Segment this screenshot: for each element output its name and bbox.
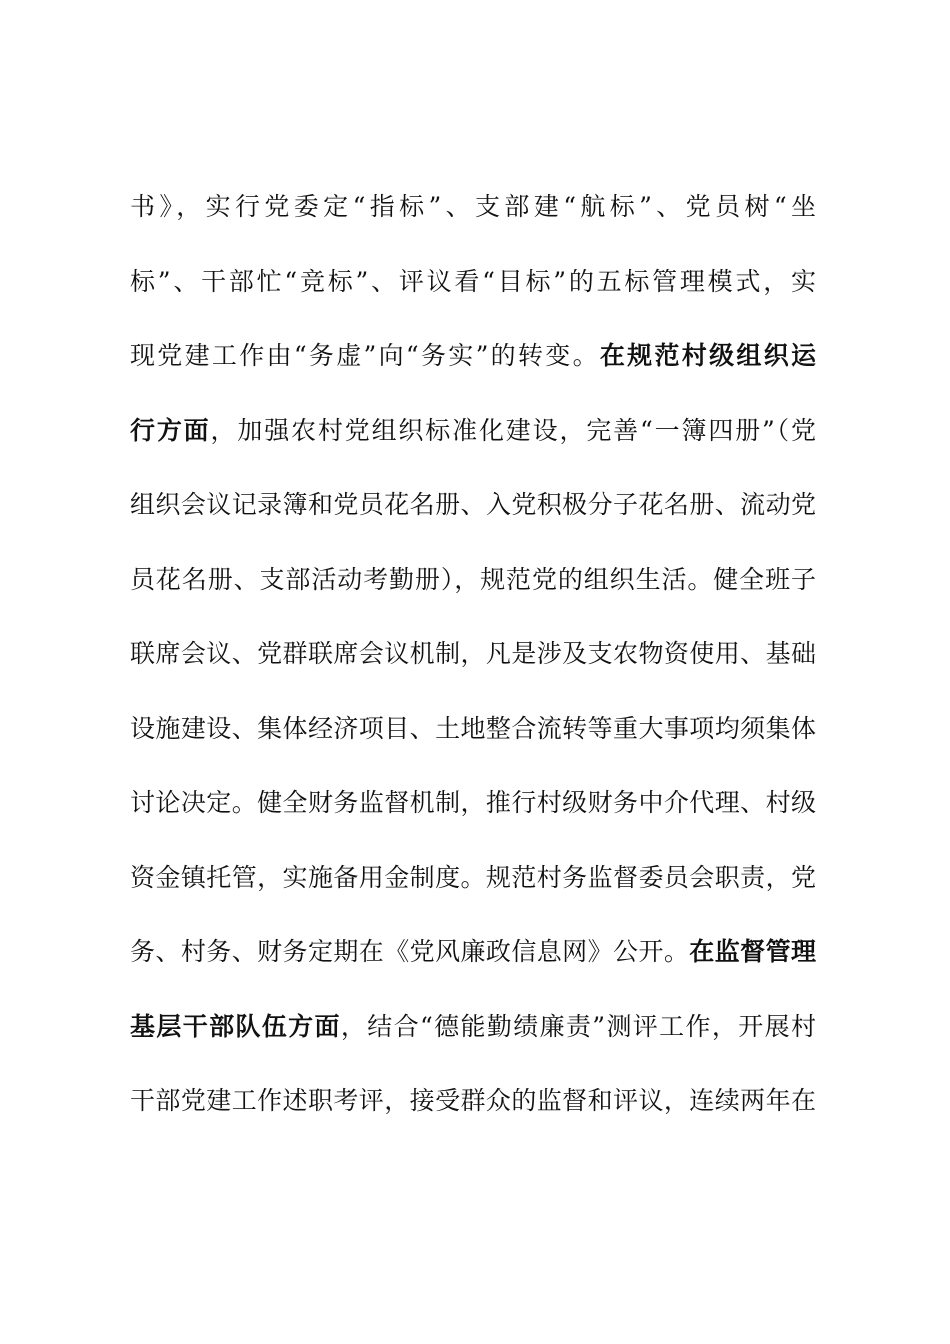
paragraph-line [130,1081,816,1121]
paragraph-line [130,1007,816,1047]
text-run: 现党建工作由“务虚”向“务实”的转变。 [130,341,600,370]
paragraph-line [130,634,816,674]
text-run: ，加强农村党组织标准化建设，完善“一簿四册”（党 [210,416,816,445]
paragraph-line [130,858,816,898]
bold-text-run: 在规范村级组织运 [599,341,816,370]
text-run: 员花名册、支部活动考勤册），规范党的组织生活。健全班子 [130,565,816,594]
paragraph-line [130,411,816,451]
text-run: 组织会议记录簿和党员花名册、入党积极分子花名册、流动党 [130,490,816,519]
paragraph-line [130,262,816,302]
text-run: 干部党建工作述职考评，接受群众的监督和评议，连续两年在 [130,1086,816,1115]
text-run: 资金镇托管，实施备用金制度。规范村务监督委员会职责，党 [130,863,816,892]
paragraph-line [130,709,816,749]
text-run: 设施建设、集体经济项目、土地整合流转等重大事项均须集体 [130,714,816,743]
bold-text-run: 在监督管理 [689,937,816,966]
paragraph-line [130,932,816,972]
bold-text-run: 行方面 [130,416,211,445]
text-run: 书》，实行党委定“指标”、支部建“航标”、党员树“坐 [130,192,816,221]
text-run: 讨论决定。健全财务监督机制，推行村级财务中介代理、村级 [130,788,816,817]
text-run: ，结合“德能勤绩廉责”测评工作，开展村 [340,1012,816,1041]
paragraph-line [130,485,816,525]
paragraph-line [130,783,816,823]
paragraph-line [130,336,816,376]
paragraph-line [130,560,816,600]
bold-text-run: 基层干部队伍方面 [130,1012,341,1041]
text-run: 联席会议、党群联席会议机制，凡是涉及支农物资使用、基础 [130,639,816,668]
text-run: 务、村务、财务定期在《党风廉政信息网》公开。 [130,937,690,966]
text-run: 标”、干部忙“竞标”、评议看“目标”的五标管理模式，实 [130,267,816,296]
paragraph-line [130,187,816,227]
